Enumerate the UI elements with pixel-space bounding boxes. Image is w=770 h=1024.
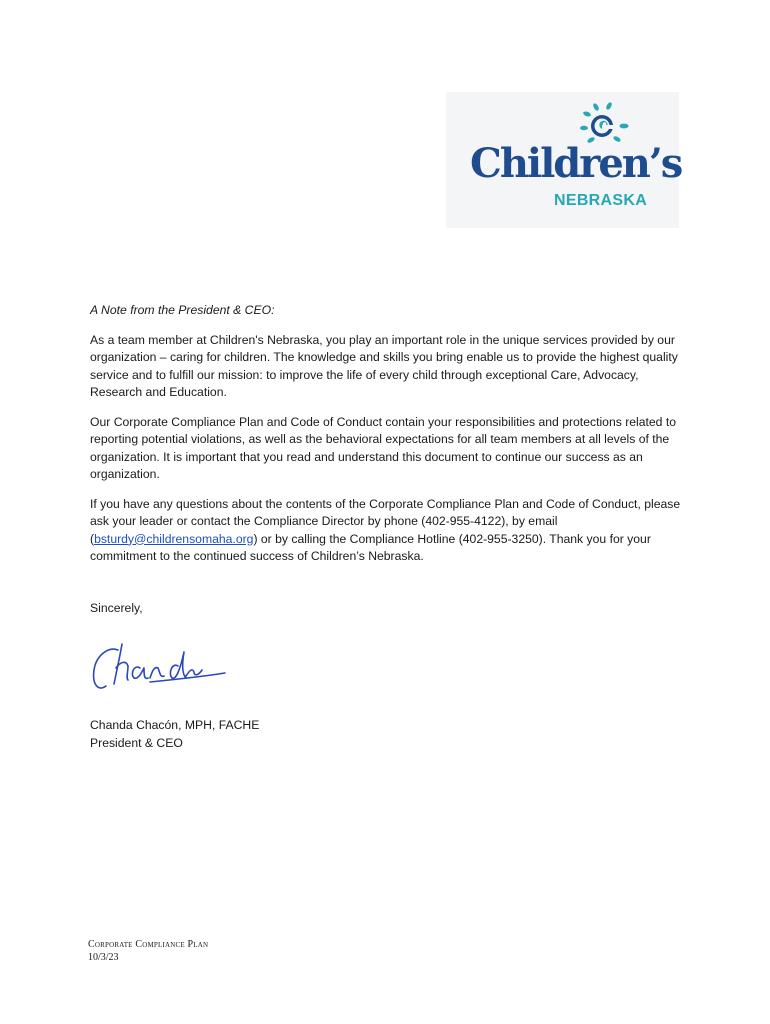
footer-document-title: Corporate Compliance Plan [88, 939, 209, 950]
paragraph-role: As a team member at Children's Nebraska, you play an important role in the unique services provided by our organization – caring for children. The knowledge and skills you bring enable us to provide the highest quality service and to fulfill our mission: to improve the life of every child through exceptional Care, Advocacy, Research and Education. [90, 332, 678, 399]
signer-title: President & CEO [90, 736, 183, 750]
logo-state: NEBRASKA [554, 192, 648, 209]
footer-date: 10/3/23 [88, 952, 119, 963]
logo-wordmark: Children’s [470, 140, 682, 187]
page-footer [88, 938, 208, 964]
paragraph-contact [90, 496, 690, 566]
contact-text-start: If you have any questions about the contents of the Corporate Compliance Plan and Code of Conduct, please ask your leader or contact the Compliance Director by phone (402-955-4122), by email ( [90, 496, 681, 546]
paragraph-compliance-plan: Our Corporate Compliance Plan and Code of Conduct contain your responsibilities and protections related to reporting potential violations, as well as the behavioral expectations for all team members at all levels of the organization. It is important that you read and understand this document to continue our success as an organization. [90, 414, 677, 481]
closing: Sincerely, [90, 600, 143, 615]
contact-text-end: ) or by calling the Compliance Hotline (402-955-3250). Thank you for your commitment to the continued success of Children’s Nebraska. [90, 531, 651, 563]
handwritten-signature [90, 640, 240, 701]
signer-name: Chanda Chacón, MPH, FACHE [90, 718, 260, 732]
letter-body [90, 302, 690, 629]
letter-heading: A Note from the President & CEO: [90, 303, 275, 317]
organization-logo [446, 92, 682, 228]
signer-block [90, 716, 259, 752]
email-link[interactable]: bsturdy@childrensomaha.org [94, 531, 254, 546]
